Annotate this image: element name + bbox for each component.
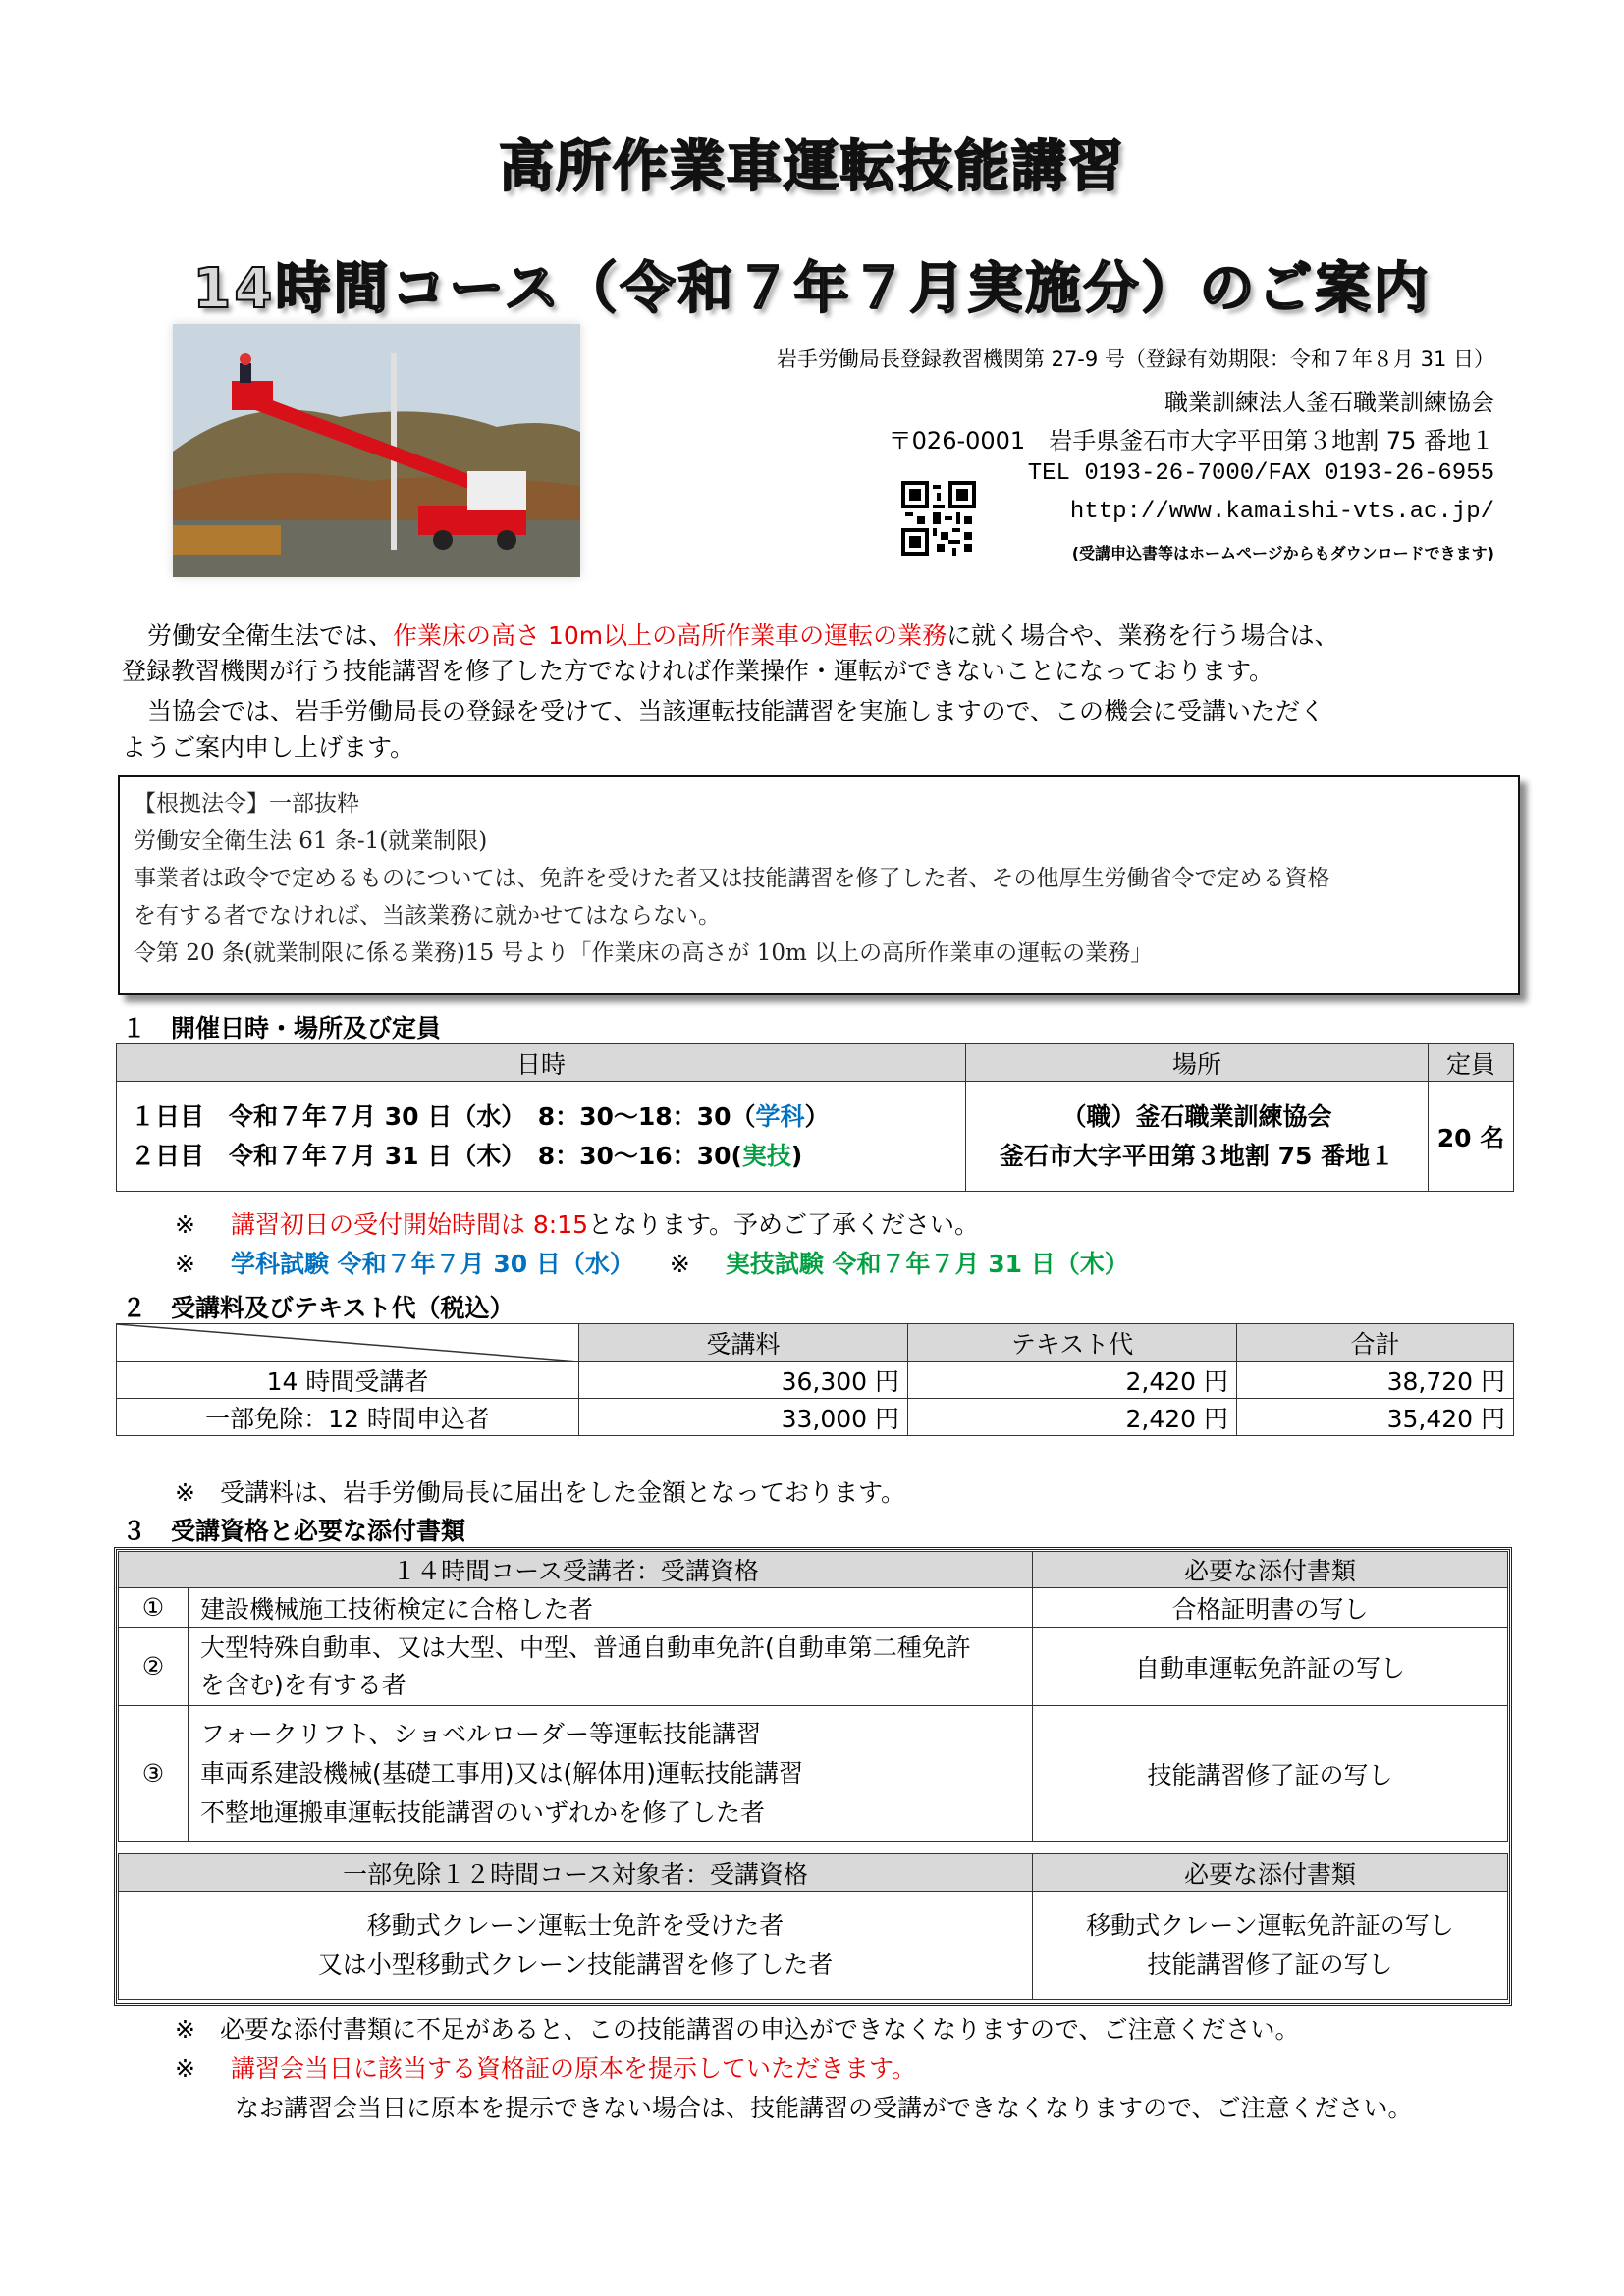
note-original: ※ 講習会当日に該当する資格証の原本を提示していただきます。 [175, 2055, 916, 2083]
column-header: 受講料 [579, 1324, 908, 1362]
intro-text: 労働安全衛生法では、 [147, 621, 394, 650]
column-header: 場所 [966, 1044, 1429, 1082]
venue-name: （職）釜石職業訓練協会 [1061, 1101, 1332, 1131]
note-fee: ※ 受講料は、岩手労働局長に届出をした金額となっております。 [175, 1478, 905, 1507]
tel-fax: TEL 0193-26-7000/FAX 0193-26-6955 [1027, 460, 1494, 487]
column-header: 定員 [1429, 1044, 1514, 1082]
section-2-heading: ２ 受講料及びテキスト代（税込） [122, 1294, 514, 1322]
address: 〒026-0001 岩手県釜石市大字平田第３地割 75 番地１ [888, 427, 1494, 454]
intro-line-1 [122, 618, 1516, 654]
venue-address: 釜石市大字平田第３地割 75 番地１ [999, 1141, 1395, 1170]
total-value: 35,420 円 [1237, 1399, 1514, 1436]
capacity: 20 名 [1429, 1082, 1514, 1192]
law-text: 令第 20 条(就業制限に係る業務)15 号より「作業床の高さが 10m 以上の高所作業車の運転の業務」 [134, 940, 1154, 966]
intro-highlight: 作業床の高さ 10m以上の高所作業車の運転の業務 [393, 621, 947, 650]
column-header: 合計 [1237, 1324, 1514, 1362]
row-label: 一部免除：12 時間申込者 [117, 1399, 579, 1436]
table-row [119, 1706, 1508, 1842]
qualification: 大型特殊自動車、又は大型、中型、普通自動車免許(自動車第二種免許 を含む)を有する者 [189, 1628, 1033, 1706]
law-excerpt-box [118, 775, 1520, 995]
law-heading: 【根拠法令】一部抜粋 [134, 791, 359, 817]
column-header: 一部免除１２時間コース対象者：受講資格 [119, 1854, 1033, 1892]
table-row [119, 1628, 1508, 1706]
qualification: 建設機械施工技術検定に合格した者 [189, 1588, 1033, 1628]
aerial-work-platform-photo [173, 324, 580, 577]
schedule-table [116, 1043, 1514, 1192]
table-row [119, 1588, 1508, 1628]
law-article: 労働安全衛生法 61 条-1(就業制限) [134, 828, 488, 854]
page-title: 高所作業車運転技能講習 [499, 135, 1125, 199]
law-text: を有する者でなければ、当該業務に就かせてはならない。 [134, 903, 721, 929]
table-row [119, 1892, 1508, 2000]
exemption-qualification: 移動式クレーン運転士免許を受けた者 又は小型移動式クレーン技能講習を修了した者 [119, 1892, 1033, 2000]
corner-cell [117, 1324, 579, 1362]
row-number: ① [119, 1588, 189, 1628]
exemption-document: 移動式クレーン運転免許証の写し 技能講習修了証の写し [1033, 1892, 1508, 2000]
intro-line-2: 登録教習機関が行う技能講習を修了した方でなければ作業操作・運転ができないことになっております。 [122, 657, 1274, 685]
section-1-heading: １ 開催日時・場所及び定員 [122, 1014, 442, 1042]
fee-value: 33,000 円 [579, 1399, 908, 1436]
download-note: (受講申込書等はホームページからもダウンロードできます) [1071, 544, 1494, 562]
intro-line-4: ようご案内申し上げます。 [122, 733, 415, 762]
law-text: 事業者は政令で定めるものについては、免許を受けた者又は技能講習を修了した者、その他厚生労働省令で定める資格 [134, 866, 1330, 891]
qualification-table [118, 1551, 1508, 1842]
fee-table [116, 1323, 1514, 1436]
organization-name: 職業訓練法人釜石職業訓練協会 [1164, 389, 1494, 416]
day-2: ２日目 令和７年７月 31 日（木） 8：30～16：30(実技) [131, 1141, 803, 1170]
text-fee-value: 2,420 円 [908, 1362, 1237, 1399]
registration-number: 岩手労働局長登録教習機関第 27-9 号（登録有効期限：令和７年８月 31 日） [776, 347, 1494, 371]
total-value: 38,720 円 [1237, 1362, 1514, 1399]
row-label: 14 時間受講者 [117, 1362, 579, 1399]
text-fee-value: 2,420 円 [908, 1399, 1237, 1436]
note-reception-time: ※ 講習初日の受付開始時間は 8:15となります。予めご了承ください。 [175, 1210, 980, 1239]
venue [966, 1082, 1429, 1192]
schedule-dates [117, 1082, 966, 1192]
column-header: テキスト代 [908, 1324, 1237, 1362]
column-header: 日時 [117, 1044, 966, 1082]
fee-value: 36,300 円 [579, 1362, 908, 1399]
website-link[interactable]: http://www.kamaishi-vts.ac.jp/ [1069, 499, 1494, 525]
required-document: 合格証明書の写し [1033, 1588, 1508, 1628]
column-header: １４時間コース受講者：受講資格 [119, 1552, 1033, 1588]
note-original-warning: なお講習会当日に原本を提示できない場合は、技能講習の受講ができなくなりますので、ご注意ください。 [235, 2094, 1413, 2122]
table-row [117, 1399, 1514, 1436]
row-number: ③ [119, 1706, 189, 1842]
note-documents: ※ 必要な添付書類に不足があると、この技能講習の申込ができなくなりますので、ご注意ください。 [175, 2015, 1300, 2044]
qr-code-icon[interactable] [901, 481, 976, 556]
column-header: 必要な添付書類 [1033, 1854, 1508, 1892]
table-row [117, 1362, 1514, 1399]
exemption-table [118, 1853, 1508, 2000]
row-number: ② [119, 1628, 189, 1706]
intro-line-3: 当協会では、岩手労働局長の登録を受けて、当該運転技能講習を実施しますので、この機会に受講いただく [147, 697, 1326, 725]
day-1: １日目 令和７年７月 30 日（水） 8：30～18：30（学科） [131, 1101, 830, 1131]
note-exam-dates: ※ 学科試験 令和７年７月 30 日（水） ※ 実技試験 令和７年７月 31 日（木） [175, 1250, 1129, 1278]
column-header: 必要な添付書類 [1033, 1552, 1508, 1588]
required-document: 技能講習修了証の写し [1033, 1706, 1508, 1842]
intro-text: に就く場合や、業務を行う場合は、 [947, 621, 1339, 650]
qualification: フォークリフト、ショベルローダー等運転技能講習 車両系建設機械(基礎工事用)又は(解体用)運転技能講習 不整地運搬車運転技能講習のいずれかを修了した者 [189, 1706, 1033, 1842]
required-document: 自動車運転免許証の写し [1033, 1628, 1508, 1706]
section-3-heading: ３ 受講資格と必要な添付書類 [122, 1517, 466, 1545]
page-subtitle: 14時間コース（令和７年７月実施分）のご案内 [192, 257, 1432, 321]
